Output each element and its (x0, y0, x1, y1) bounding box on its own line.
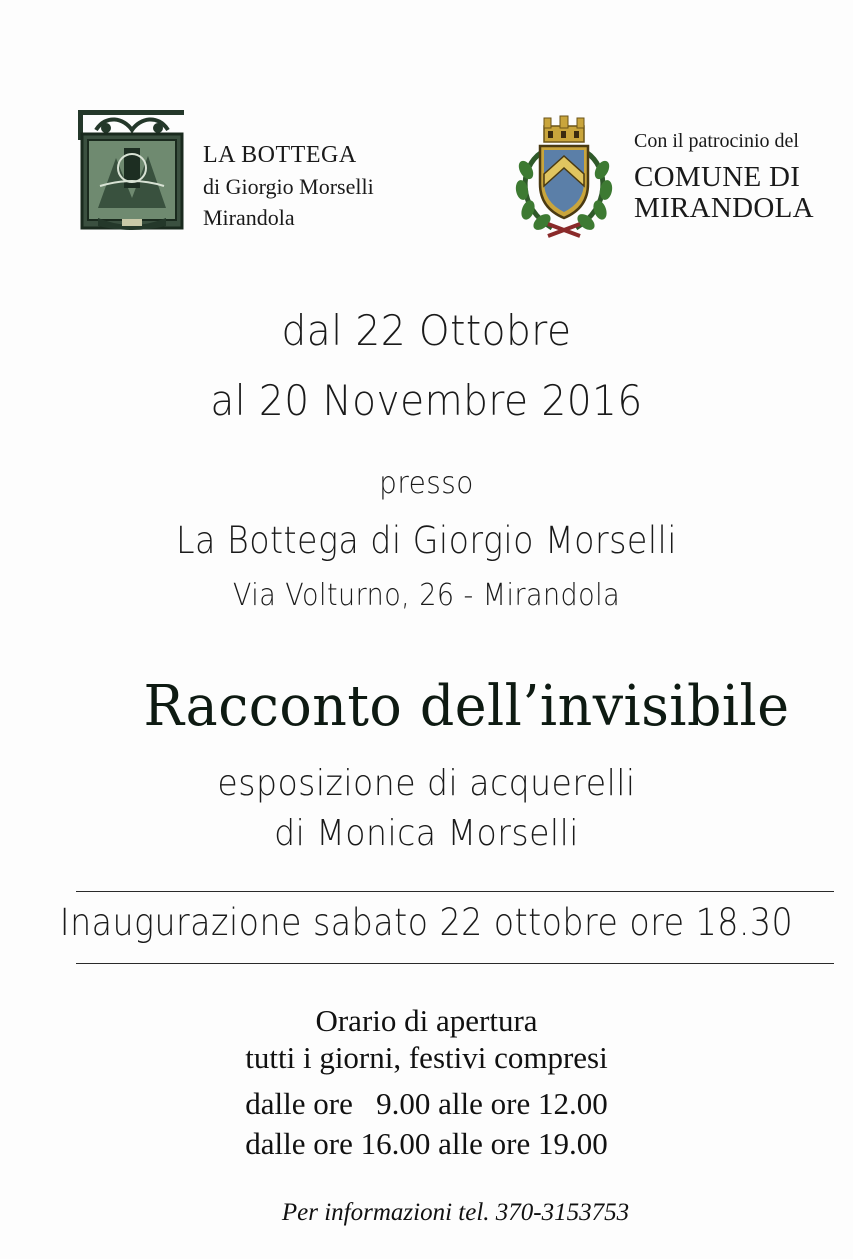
opening-hours-title: Orario di apertura (315, 1003, 538, 1038)
bottega-info (203, 140, 374, 233)
patronage-label: Con il patrocinio del (634, 130, 799, 152)
municipal-crest-icon (512, 112, 616, 238)
bottega-name: LA BOTTEGA (203, 142, 357, 168)
date-to: al 20 Novembre 2016 (210, 376, 643, 425)
comune-name (634, 162, 814, 224)
divider-top (76, 891, 834, 892)
comune-line-2: MIRANDOLA (634, 192, 814, 224)
patronage-info (634, 126, 814, 224)
bottega-owner: di Giorgio Morselli (203, 174, 374, 199)
opening-hours-morning: dalle ore 9.00 alle ore 12.00 (245, 1086, 608, 1121)
comune-line-1: COMUNE DI (634, 161, 801, 193)
venue-name: La Bottega di Giorgio Morselli (176, 519, 677, 562)
bottega-city: Mirandola (203, 205, 295, 230)
date-from: dal 22 Ottobre (281, 306, 572, 355)
inauguration-line: Inaugurazione sabato 22 ottobre ore 18.30 (59, 901, 794, 944)
exhibition-subtitle-line-2: di Monica Morselli (274, 813, 579, 854)
venue-address: Via Volturno, 26 - Mirandola (232, 578, 621, 613)
exhibition-title: Racconto dell’invisibile (143, 674, 790, 739)
info-phone: Per informazioni tel. 370-3153753 (281, 1199, 630, 1226)
opening-hours-days: tutti i giorni, festivi compresi (245, 1040, 608, 1075)
exhibition-subtitle-line-1: esposizione di acquerelli (217, 763, 636, 804)
presso-label: presso (379, 466, 474, 501)
opening-hours-afternoon: dalle ore 16.00 alle ore 19.00 (245, 1126, 608, 1161)
shop-sign-icon (76, 108, 188, 234)
divider-bottom (76, 963, 834, 964)
